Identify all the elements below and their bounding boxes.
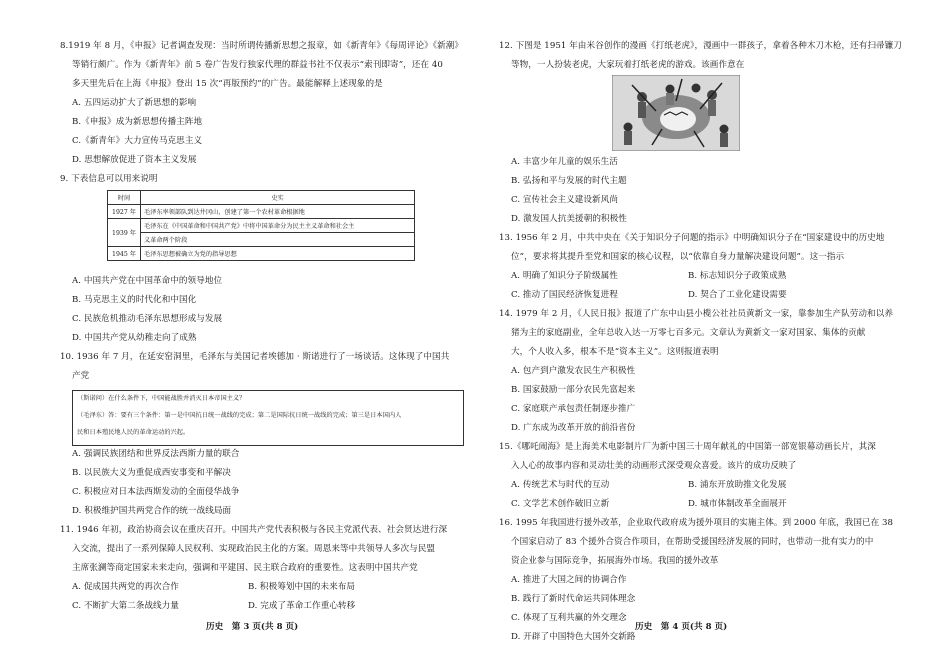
q15-option-a: A. 传统艺术与时代的互动 [511,480,610,490]
q13-option-a: A. 明确了知识分子阶级属性 [511,271,618,281]
q14-option-d: D. 广东成为改革开放的前沿省份 [511,423,636,433]
q14-stem-line-3: 大，个人收入多，根本不是“资本主义”。这则报道表明 [511,347,719,357]
q12-stem-line-2: 等物，一人扮装老虎，大家玩着打纸老虎的游戏。该画作意在 [511,60,745,70]
q8-stem-line-1: 8.1919 年 8 月，《申报》记者调查发现：当时所谓传播新思想之报章，如《新青年》《每周评论》《新潮》 [60,41,464,51]
page-footer: 历史 第 4 页(共 8 页) [635,622,728,632]
q11-option-b: B. 积极筹划中国的未来布局 [248,582,356,592]
q9-option-c: C. 民族危机推动毛泽东思想形成与发展 [72,314,223,324]
q16-stem-line-1: 16. 1995 年我国进行援外改革，企业取代政府成为援外项目的实施主体。到 2000 年底，我国已在 38 [499,518,894,528]
q16-option-a: A. 推进了大国之间的协调合作 [511,575,627,585]
q14-option-a: A. 包产到户激发农民生产积极性 [511,366,636,376]
q15-option-c: C. 文学艺术创作破旧立新 [511,499,610,509]
q13-stem-line-1: 13. 1956 年 2 月，中共中央在《关于知识分子问题的指示》中明确知识分子在“国家建设中的历史地 [499,233,885,243]
table-cell-fact: 毛泽东思想被确立为党的指导思想 [141,247,415,261]
table-row [108,219,415,233]
q9-stem: 9. 下表信息可以用来说明 [60,174,158,184]
table-header-row [108,191,415,205]
q11-stem-line-1: 11. 1946 年初，政治协商会议在重庆召开。中国共产党代表积极与各民主党派代表、社会贤达进行深 [60,525,448,535]
table-row [108,247,415,261]
q13-option-b: B. 标志知识分子政策成熟 [688,271,787,281]
q15-option-b: B. 浦东开放助推文化发展 [688,480,787,490]
q14-option-b: B. 国家鼓励一部分农民先富起来 [511,385,636,395]
q12-option-c: C. 宣传社会主义建设新风尚 [511,195,618,205]
q10-stem-line-2: 产党 [72,371,90,381]
table-row [108,233,415,247]
q8-option-d: D. 思想解放促进了资本主义发展 [72,155,197,165]
q10-quote-box [72,390,464,446]
table-cell-fact: 毛泽东率领部队到达井冈山，创建了第一个农村革命根据地 [141,205,415,219]
q12-option-b: B. 弘扬和平与发展的时代主题 [511,176,627,186]
q10-quote-line-3: 民和日本殖民地人民的革命运动的兴起。 [77,429,190,436]
q15-option-d: D. 城市体制改革全面展开 [688,499,787,509]
table-header-fact: 史实 [141,191,415,205]
q8-stem-line-3: 多天里先后在上海《申报》登出 15 次“再版预约”的广告。最能解释上述现象的是 [72,79,383,89]
table-cell-fact-continued: 义革命两个阶段 [141,233,415,247]
q16-option-c: C. 体现了互利共赢的外交理念 [511,613,627,623]
q8-stem-line-2: 等销行颇广。作为《新青年》前 5 卷广告发行独家代理的群益书社不仅表示“索刊即寄”，还在 40 [72,60,443,70]
q13-option-d: D. 契合了工业化建设需要 [688,290,787,300]
page-footer: 历史 第 3 页(共 8 页) [206,622,299,632]
right-page-body [475,0,950,655]
q11-option-a: A. 促成国共两党的再次合作 [72,582,179,592]
q10-stem-line-1: 10. 1936 年 7 月，在延安窑洞里，毛泽东与美国记者埃德加 · 斯诺进行了一场谈话。这体现了中国共 [60,352,450,362]
q9-history-table [107,190,415,261]
q16-stem-line-2: 个国家启动了 83 个援外合资合作项目，在帮助受援国经济发展的同时，也带动一批有实力的中 [511,537,874,547]
q15-stem-line-1: 15.《哪吒闹海》是上海美术电影制片厂为新中国三十周年献礼的中国第一部宽银幕动画长片，其深 [499,442,876,452]
q12-option-d: D. 激发国人抗美援朝的积极性 [511,214,627,224]
table-header-time: 时间 [108,191,141,205]
table-cell-year: 1945 年 [108,247,141,261]
q10-option-a: A. 强调民族团结和世界反法西斯力量的联合 [72,449,240,459]
q15-stem-line-2: 入人心的故事内容和灵动壮美的动画形式深受观众喜爱。该片的成功反映了 [511,461,797,471]
q10-quote-line-1: （斯诺问）在什么条件下，中国能战胜并消灭日本帝国主义？ [77,395,246,402]
table-cell-year: 1927 年 [108,205,141,219]
q14-option-c: C. 家庭联产承包责任制逐步推广 [511,404,636,414]
q14-stem-line-2: 猪为主的家庭副业，全年总收入达一万零七百多元。文章认为黄新文一家对国家、集体的贡献 [511,328,866,338]
q12-option-a: A. 丰富少年儿童的娱乐生活 [511,157,618,167]
table-cell-fact: 毛泽东在《中国革命和中国共产党》中将中国革命分为民主主义革命和社会主 [141,219,415,233]
q16-option-b: B. 践行了新时代命运共同体理念 [511,594,636,604]
table-cell-year: 1939 年 [108,219,141,247]
q16-option-d: D. 开辟了中国特色大国外交新路 [511,632,636,642]
q10-option-b: B. 以民族大义为重促成西安事变和平解决 [72,468,231,478]
q8-option-c: C.《新青年》大力宣传马克思主义 [72,136,203,146]
table-row [108,205,415,219]
q11-stem-line-2: 入交流，提出了一系列保障人民权利、实现政治民主化的方案。周恩来等中共领导人多次与民盟 [72,544,436,554]
q13-stem-line-2: 位”，要求将其提升至党和国家的核心议程，以“依靠自身力量解决建设问题”。这一指示 [511,252,845,262]
q10-quote-line-2: （毛泽东）答：要有三个条件：第一是中国抗日统一战线的完成；第二是国际抗日统一战线的完成；第三是日本国内人 [77,412,402,419]
q8-option-b: B.《申报》成为新思想传播主阵地 [72,117,203,127]
q11-stem-line-3: 主席张澜等商定国家未来走向，强调和平建国、民主联合政府的重要性。这表明中国共产党 [72,563,418,573]
q10-option-d: D. 积极维护国共两党合作的统一战线局面 [72,506,232,516]
q14-stem-line-1: 14. 1979 年 2 月，《人民日报》报道了广东中山县小榄公社社员黄新文一家，靠参加生产队劳动和以养 [499,309,893,319]
q9-option-a: A. 中国共产党在中国革命中的领导地位 [72,276,223,286]
q9-option-d: D. 中国共产党从幼稚走向了成熟 [72,333,197,343]
q12-stem-line-1: 12. 下图是 1951 年由米谷创作的漫画《打纸老虎》，漫画中一群孩子，拿着各种木刀木枪，还有扫帚镰刀 [499,41,902,51]
q11-option-d: D. 完成了革命工作重心转移 [248,601,356,611]
q16-stem-line-3: 资企业参与国际竞争，拓展海外市场。我国的援外改革 [511,556,719,566]
q13-option-c: C. 推动了国民经济恢复进程 [511,290,618,300]
q8-option-a: A. 五四运动扩大了新思想的影响 [72,98,197,108]
q11-option-c: C. 不断扩大第二条战线力量 [72,601,179,611]
q9-option-b: B. 马克思主义的时代化和中国化 [72,295,197,305]
q10-option-c: C. 积极应对日本法西斯发动的全面侵华战争 [72,487,240,497]
